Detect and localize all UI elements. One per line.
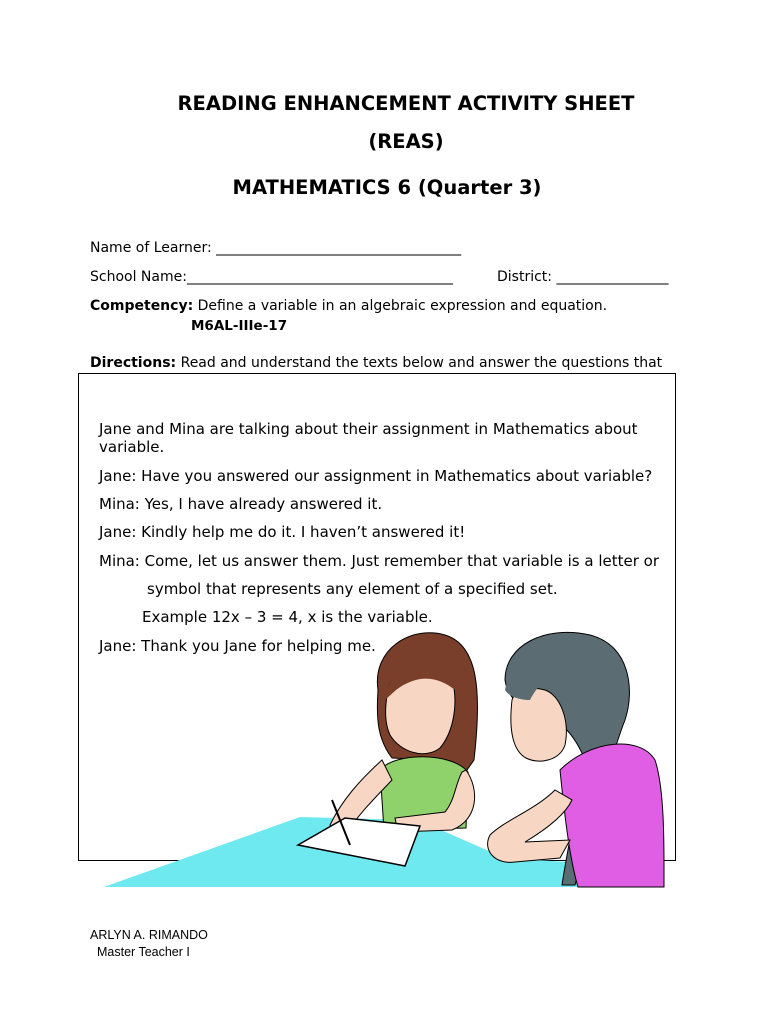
author-name: ARLYN A. RIMANDO: [90, 928, 208, 942]
school-name-label: School Name:: [90, 269, 187, 285]
sheet-title-abbr: (REAS): [368, 130, 444, 153]
school-name-blank[interactable]: ______________________________________: [186, 269, 453, 285]
district-label: District:: [497, 269, 553, 285]
district-blank[interactable]: ________________: [556, 269, 669, 285]
mother-arm: [488, 790, 572, 862]
directions: [90, 355, 662, 371]
district-field[interactable]: [497, 269, 668, 285]
story-intro-line-1: Jane and Mina are talking about their assignment in Mathematics about: [99, 420, 638, 438]
story-line-4: Mina: Come, let us answer them. Just remember that variable is a letter or: [99, 552, 659, 570]
story-intro: [99, 420, 638, 456]
mother-shirt: [560, 744, 664, 887]
competency-text: Define a variable in an algebraic expression and equation.: [197, 298, 608, 314]
directions-label: Directions:: [90, 355, 177, 371]
sheet-title: READING ENHANCEMENT ACTIVITY SHEET: [177, 92, 635, 115]
directions-text: Read and understand the texts below and answer the questions that: [180, 355, 663, 371]
school-name-field[interactable]: [90, 269, 453, 285]
story-line-2: Mina: Yes, I have already answered it.: [99, 495, 383, 513]
competency: [90, 298, 607, 314]
story-intro-line-2: variable.: [99, 438, 165, 456]
mother-helping-girl-illustration: [95, 625, 675, 890]
learner-name-field[interactable]: [90, 240, 461, 256]
story-line-3: Jane: Kindly help me do it. I haven’t answered it!: [99, 523, 466, 541]
story-line-6: Example 12x – 3 = 4, x is the variable.: [142, 608, 433, 626]
story-line-7: Jane: Thank you Jane for helping me.: [99, 637, 376, 655]
learner-name-label: Name of Learner:: [90, 240, 212, 256]
competency-label: Competency:: [90, 298, 194, 314]
subject-title: MATHEMATICS 6 (Quarter 3): [232, 176, 542, 199]
story-line-1: Jane: Have you answered our assignment in Mathematics about variable?: [99, 467, 653, 485]
competency-code: M6AL-IIIe-17: [191, 318, 288, 334]
story-line-5: symbol that represents any element of a specified set.: [147, 580, 558, 598]
learner-name-blank[interactable]: ___________________________________: [216, 240, 462, 256]
author-position: Master Teacher I: [97, 945, 190, 959]
